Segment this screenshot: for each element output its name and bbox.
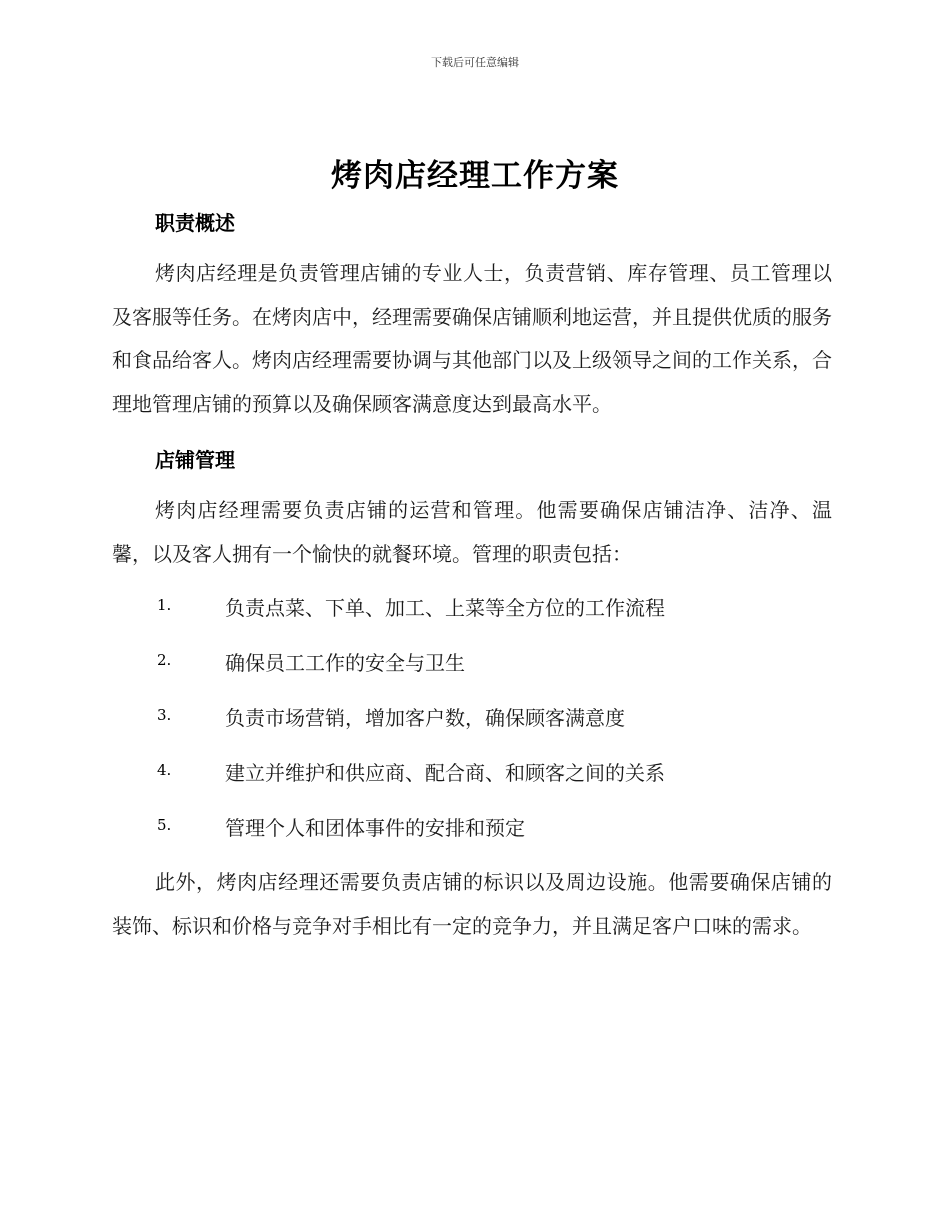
document-title: 烤肉店经理工作方案 [331, 158, 619, 194]
list-item [0, 698, 950, 738]
list-item-number: 4. [157, 761, 172, 779]
list-item-number: 1. [157, 596, 172, 614]
list-item-text: 建立并维护和供应商、配合商、和顾客之间的关系 [225, 761, 665, 785]
section-heading-duties: 职责概述 [155, 211, 235, 235]
list-item [0, 588, 950, 628]
list-item [0, 808, 950, 848]
header-note: 下载后可任意编辑 [431, 56, 519, 69]
list-item [0, 753, 950, 793]
list-item-number: 3. [157, 706, 172, 724]
list-item-text: 负责点菜、下单、加工、上菜等全方位的工作流程 [225, 596, 665, 620]
closing-paragraph: 此外，烤肉店经理还需要负责店铺的标识以及周边设施。他需要确保店铺的装饰、标识和价格与竞争对手相比有一定的竞争力，并且满足客户口味的需求。 [112, 870, 832, 938]
list-item-text: 确保员工工作的安全与卫生 [225, 651, 465, 675]
list-item-text: 负责市场营销，增加客户数，确保顾客满意度 [225, 706, 625, 730]
list-item-number: 2. [157, 651, 172, 669]
section-heading-store-management: 店铺管理 [155, 448, 235, 472]
store-management-paragraph: 烤肉店经理需要负责店铺的运营和管理。他需要确保店铺洁净、洁净、温馨，以及客人拥有一个愉快的就餐环境。管理的职责包括： [112, 498, 832, 566]
duties-paragraph: 烤肉店经理是负责管理店铺的专业人士，负责营销、库存管理、员工管理以及客服等任务。在烤肉店中，经理需要确保店铺顺利地运营，并且提供优质的服务和食品给客人。烤肉店经理需要协调与其他部门以及上级领导之间的工作关系，合理地管理店铺的预算以及确保顾客满意度达到最高水平。 [112, 261, 832, 417]
list-item [0, 643, 950, 683]
list-item-number: 5. [157, 816, 172, 834]
list-item-text: 管理个人和团体事件的安排和预定 [225, 816, 525, 840]
